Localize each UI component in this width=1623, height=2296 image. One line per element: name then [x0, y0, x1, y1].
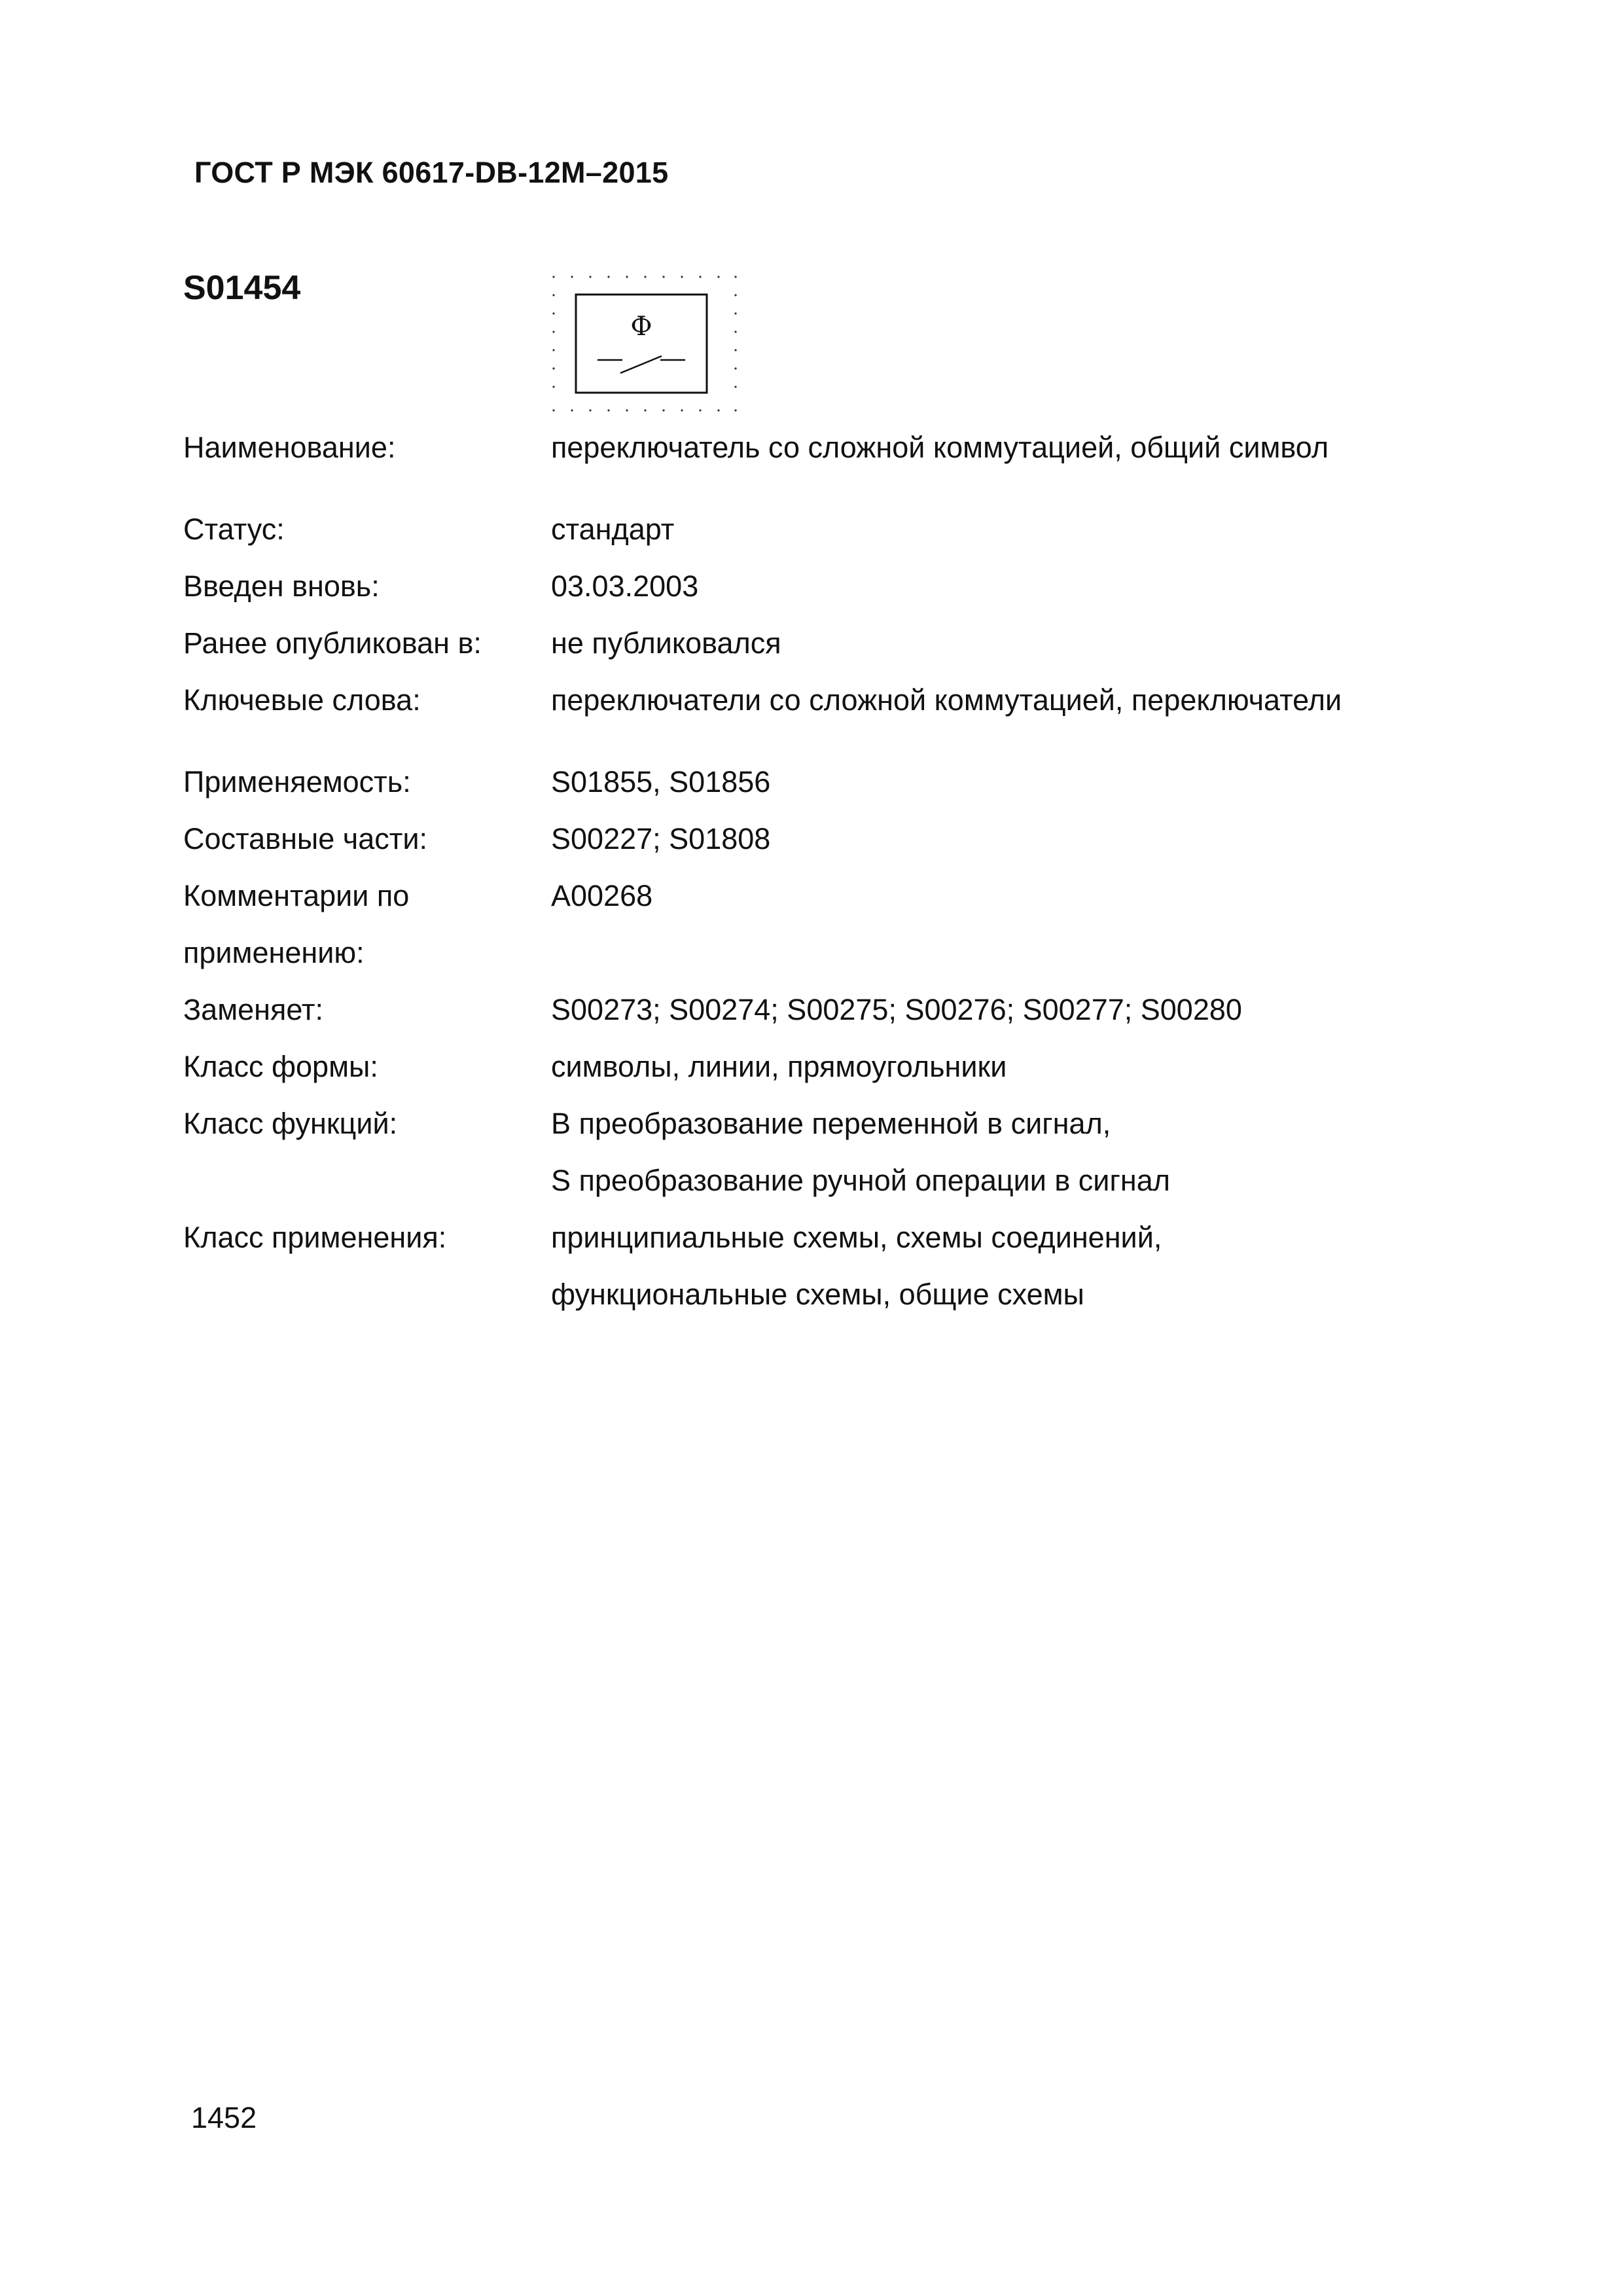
attribute-label: Составные части: [183, 822, 428, 855]
attribute-label: Класс применения: [183, 1221, 447, 1254]
attribute-value: принципиальные схемы, схемы соединений, функциональные схемы, общие схемы [551, 1221, 1162, 1311]
attribute-row-comments [183, 867, 1492, 981]
attribute-row-name [183, 419, 1492, 501]
attribute-row-introduced [183, 558, 1492, 615]
attribute-label: Ключевые слова: [183, 683, 421, 717]
attribute-value: S00273; S00274; S00275; S00276; S00277; S00280 [551, 993, 1242, 1026]
attribute-value: S00227; S01808 [551, 822, 771, 855]
attribute-row-components [183, 810, 1492, 867]
attribute-value: переключатели со сложной коммутацией, переключатели [551, 683, 1342, 717]
attribute-row-form-class [183, 1038, 1492, 1095]
dotted-grid-frame [552, 276, 736, 411]
symbol-figure [552, 275, 738, 412]
attribute-label: Введен вновь: [183, 569, 380, 603]
attribute-row-function-class [183, 1095, 1492, 1209]
attribute-label: Наименование: [183, 431, 396, 464]
attribute-label: Класс формы: [183, 1050, 378, 1083]
page-number: 1452 [191, 2101, 257, 2134]
attribute-value: S01855, S01856 [551, 765, 771, 798]
attribute-row-published [183, 615, 1492, 672]
attribute-label: Применяемость: [183, 765, 411, 798]
attribute-value: A00268 [551, 879, 653, 912]
attribute-label: Класс функций: [183, 1107, 398, 1140]
attribute-row-keywords [183, 672, 1492, 753]
attribute-label: Комментарии по применению: [183, 879, 410, 969]
attribute-row-applicability [183, 753, 1492, 810]
attribute-label: Ранее опубликован в: [183, 626, 482, 660]
attribute-row-application-class [183, 1209, 1492, 1323]
document-header: ГОСТ Р МЭК 60617-DB-12M–2015 [194, 156, 669, 189]
switch-symbol-box [576, 295, 707, 393]
attribute-value: переключатель со сложной коммутацией, общий символ [551, 431, 1329, 464]
attribute-label: Статус: [183, 512, 285, 546]
attribute-value: символы, линии, прямоугольники [551, 1050, 1007, 1083]
attribute-label: Заменяет: [183, 993, 324, 1026]
symbol-code: S01454 [183, 269, 301, 307]
attribute-value: стандарт [551, 512, 675, 546]
figure-letter: Ф [630, 312, 652, 342]
attribute-value: B преобразование переменной в сигнал, S преобразование ручной операции в сигнал [551, 1107, 1170, 1197]
switch-contact-icon [597, 356, 685, 373]
attribute-row-status [183, 501, 1492, 558]
attribute-value: не публиковался [551, 626, 781, 660]
attribute-value: 03.03.2003 [551, 569, 699, 603]
attribute-row-replaces [183, 981, 1492, 1038]
attributes-table [183, 419, 1492, 1323]
